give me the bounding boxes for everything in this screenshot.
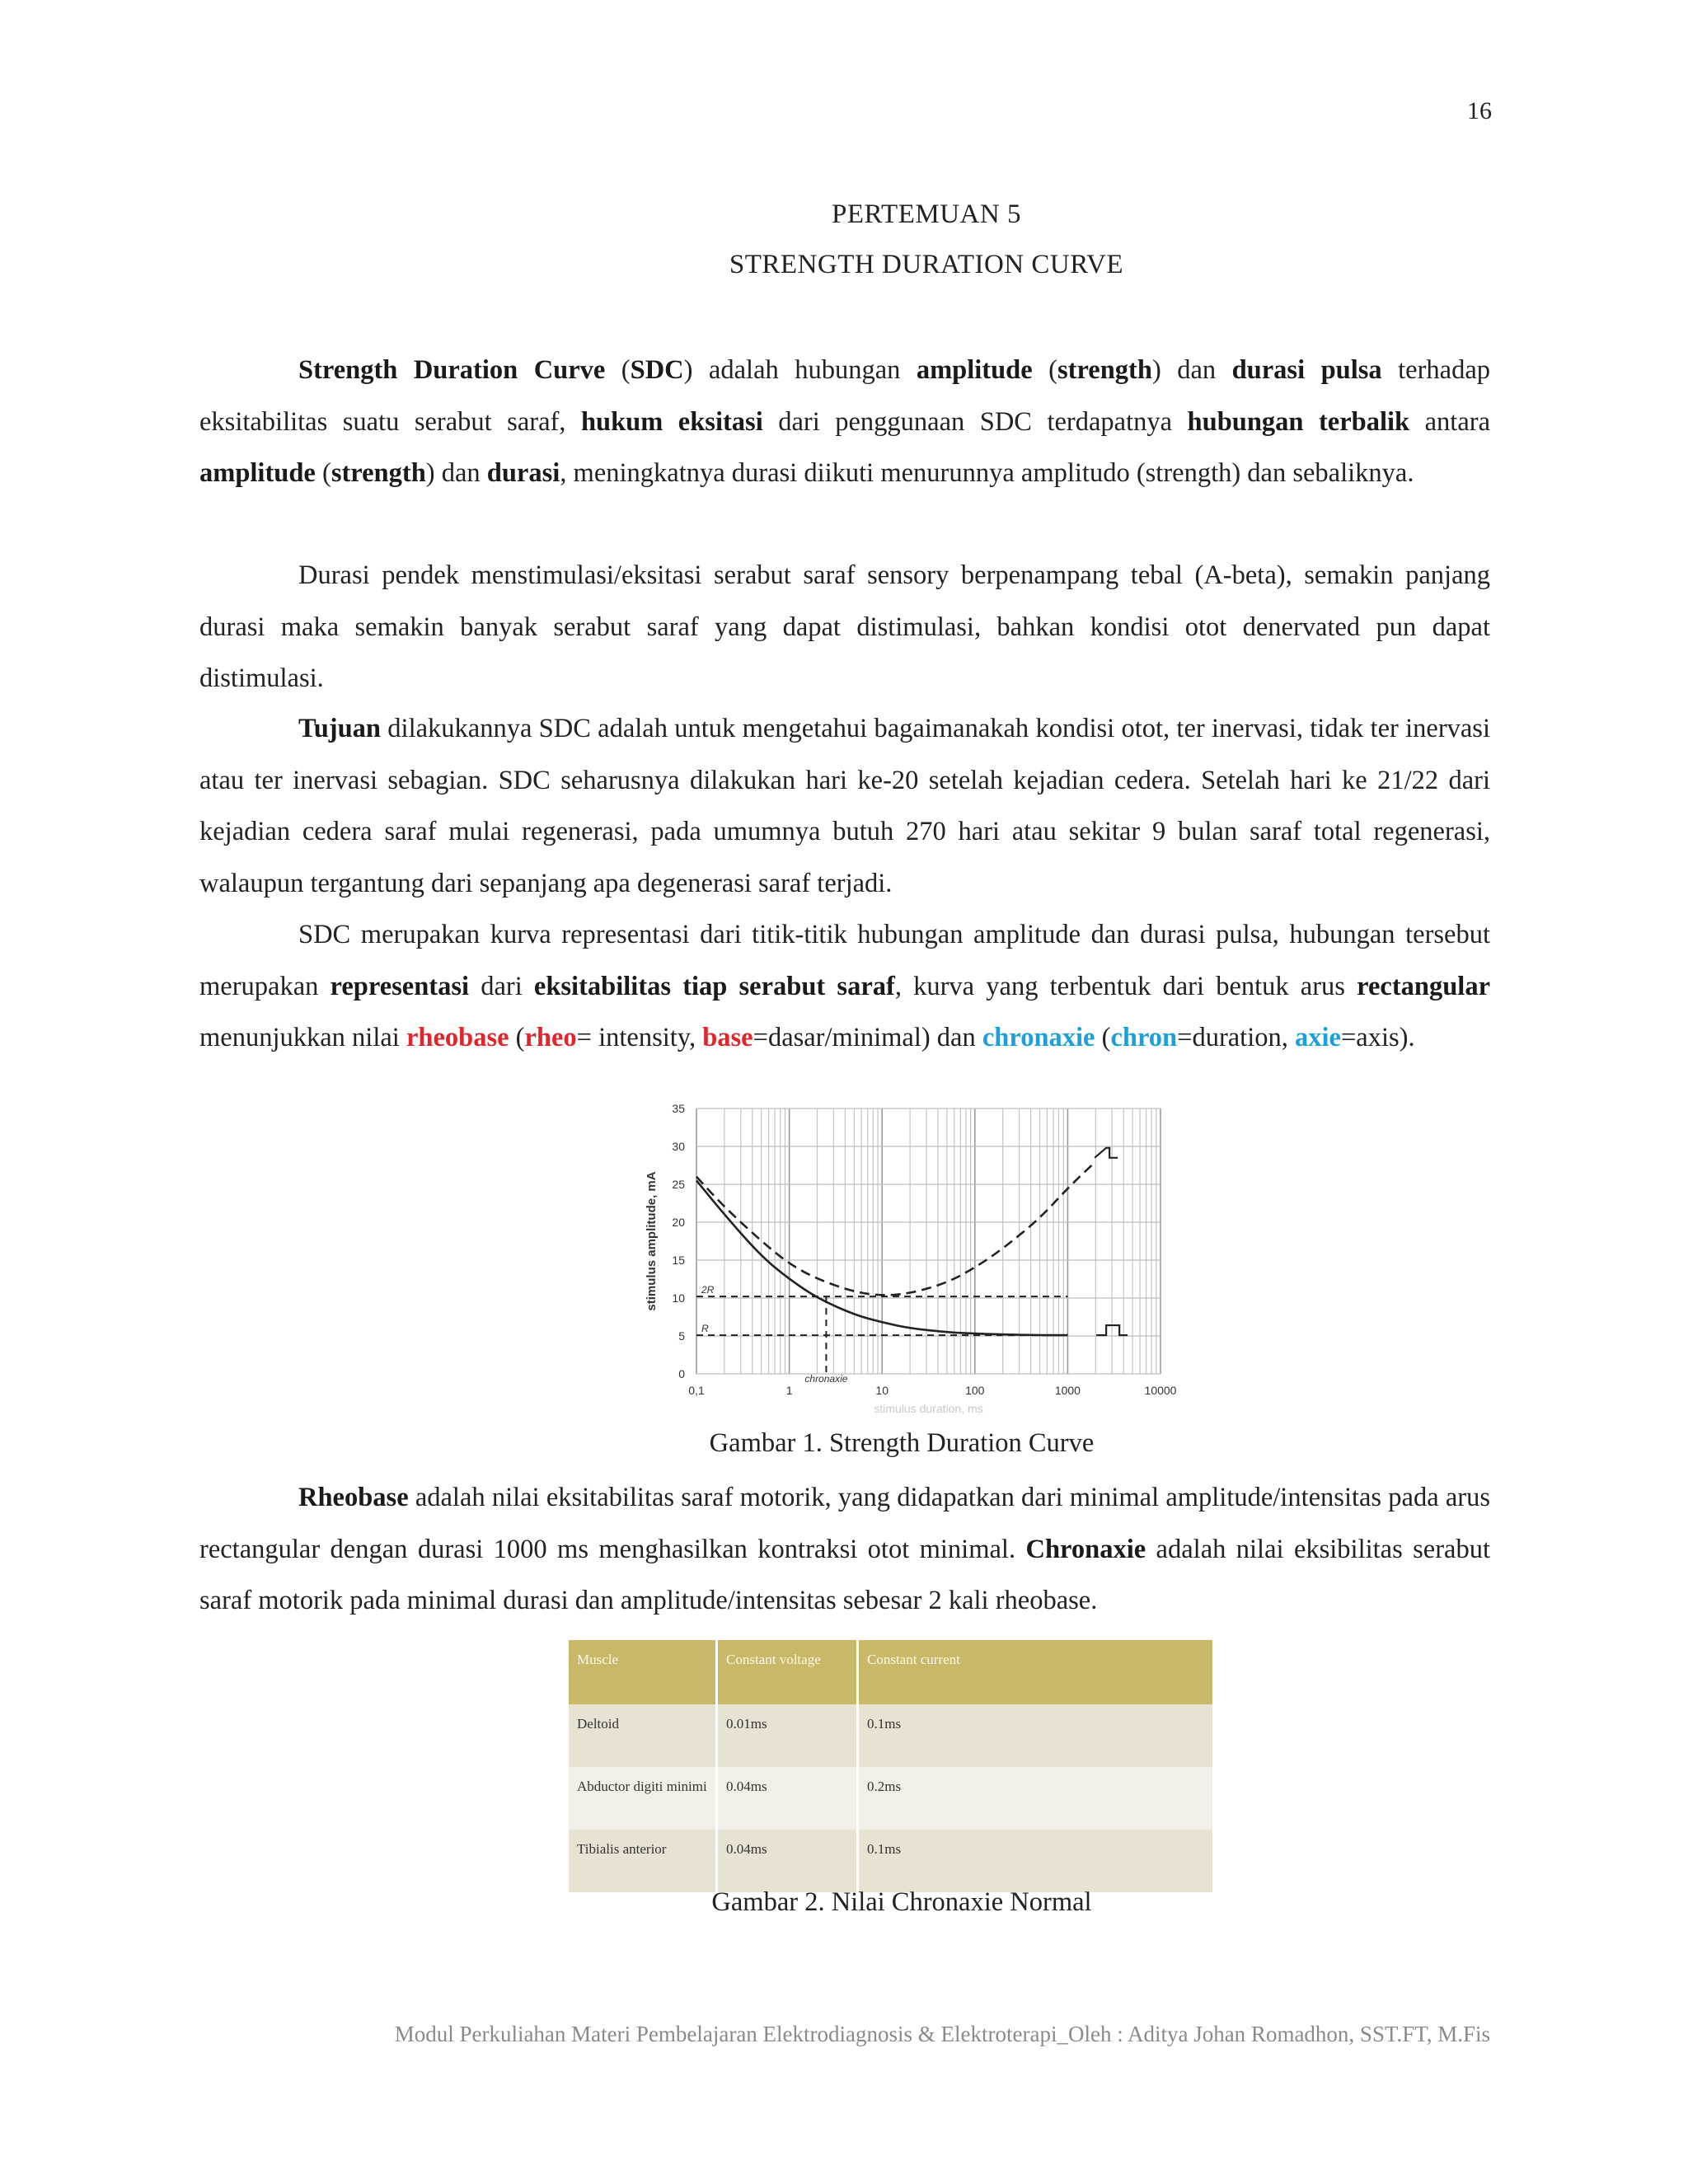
page-number: 16 <box>1467 97 1492 124</box>
strength-duration-chart <box>470 1100 1212 1422</box>
table-cell: Tibialis anterior <box>569 1830 717 1892</box>
term-chronaxie-def: Chronaxie <box>1025 1534 1146 1564</box>
y-tick-label: 15 <box>672 1254 685 1267</box>
x-tick-label: 0,1 <box>688 1384 705 1397</box>
y-tick-label: 35 <box>672 1102 685 1115</box>
paragraph-sdc-definition: Strength Duration Curve (SDC) adalah hubungan amplitude (strength) dan durasi pulsa terhadap eksitabilitas suatu serabut saraf, hukum eksitasi dari penggunaan SDC terdapatnya hubungan terbalik antara amplitude (strength) dan durasi, meningkatnya durasi diikuti menurunnya amplitudo (strength) dan sebaliknya. <box>199 355 1490 488</box>
triangular-pulse-icon <box>1095 1148 1118 1158</box>
table-header-current: Constant current <box>858 1640 1214 1704</box>
term-rheobase-def: Rheobase <box>298 1483 409 1512</box>
term-tujuan: Tujuan <box>298 714 381 743</box>
y-tick-label: 10 <box>672 1291 685 1305</box>
table-row <box>569 1704 1214 1767</box>
series-line-dashed <box>696 1161 1095 1295</box>
table-cell: 0.1ms <box>858 1830 1214 1892</box>
y-tick-label: 25 <box>672 1178 685 1191</box>
table-cell: 0.01ms <box>717 1704 858 1767</box>
y-tick-label: 20 <box>672 1216 685 1229</box>
term-sdc: Strength Duration Curve <box>298 355 606 385</box>
x-tick-label: 10 <box>875 1384 889 1397</box>
x-axis-label: stimulus duration, ms <box>874 1402 983 1415</box>
page-footer: Modul Perkuliahan Materi Pembelajaran Elektrodiagnosis & Elektroterapi_Oleh : Aditya Johan Romadhon, SST.FT, M.Fis <box>394 2022 1490 2046</box>
x-tick-label: 100 <box>965 1384 985 1397</box>
table-cell: 0.04ms <box>717 1830 858 1892</box>
y-tick-label: 0 <box>678 1367 685 1380</box>
figure-caption-2: Gambar 2. Nilai Chronaxie Normal <box>711 1887 1092 1917</box>
reference-label: 2R <box>701 1284 715 1296</box>
table-cell: Abductor digiti minimi <box>569 1767 717 1830</box>
reference-label: R <box>701 1323 709 1335</box>
page-title-meeting: PERTEMUAN 5 <box>832 199 1021 229</box>
page-title-topic: STRENGTH DURATION CURVE <box>729 250 1124 279</box>
y-tick-label: 5 <box>678 1329 685 1343</box>
paragraph-representation: SDC merupakan kurva representasi dari titik-titik hubungan amplitude dan durasi pulsa, hubungan tersebut merupakan representasi dari eksitabilitas tiap serabut saraf, kurva yang terbentuk dari bentuk arus rectangular menunjukkan nilai rheobase (rheo= intensity, base=dasar/minimal) dan chronaxie (chron=duration, axie=axis). <box>199 920 1490 1052</box>
x-tick-label: 10000 <box>1144 1384 1177 1397</box>
x-tick-label: 1000 <box>1054 1384 1081 1397</box>
table-cell: 0.04ms <box>717 1767 858 1830</box>
sdc-chart-svg <box>470 1100 1212 1422</box>
chronaxie-annotation: chronaxie <box>804 1373 848 1385</box>
term-rheobase: rheobase <box>406 1023 509 1052</box>
table-cell: 0.2ms <box>858 1767 1214 1830</box>
table-cell: 0.1ms <box>858 1704 1214 1767</box>
paragraph-purpose: Tujuan dilakukannya SDC adalah untuk mengetahui bagaimanakah kondisi otot, ter inervasi, tidak ter inervasi atau ter inervasi sebagian. SDC seharusnya dilakukan hari ke-20 setelah kejadian cedera. Setelah hari ke 21/22 dari kejadian cedera saraf mulai regenerasi, pada umumnya butuh 270 hari atau sekitar 9 bulan saraf total regenerasi, walaupun tergantung dari sepanjang apa degenerasi saraf terjadi. <box>199 714 1490 898</box>
table-row <box>569 1767 1214 1830</box>
figure-caption-1: Gambar 1. Strength Duration Curve <box>709 1428 1095 1458</box>
paragraph-duration: Durasi pendek menstimulasi/eksitasi serabut saraf sensory berpenampang tebal (A-beta), semakin panjang durasi maka semakin banyak serabut saraf yang dapat distimulasi, bahkan kondisi otot denervated pun dapat distimulasi. <box>199 560 1490 693</box>
paragraph-rheobase-chronaxie: Rheobase adalah nilai eksitabilitas saraf motorik, yang didapatkan dari minimal amplitude/intensitas pada arus rectangular dengan durasi 1000 ms menghasilkan kontraksi otot minimal. Chronaxie adalah nilai eksibilitas serabut saraf motorik pada minimal durasi dan amplitude/intensitas sebesar 2 kali rheobase. <box>199 1483 1490 1615</box>
table-header-muscle: Muscle <box>569 1640 717 1704</box>
y-tick-label: 30 <box>672 1140 685 1153</box>
chronaxie-table <box>569 1640 1215 1892</box>
y-axis-label: stimulus amplitude, mA <box>645 1171 659 1311</box>
table-row <box>569 1830 1214 1892</box>
table-cell: Deltoid <box>569 1704 717 1767</box>
table-header-voltage: Constant voltage <box>717 1640 858 1704</box>
term-chronaxie: chronaxie <box>982 1023 1095 1052</box>
x-tick-label: 1 <box>785 1384 793 1397</box>
